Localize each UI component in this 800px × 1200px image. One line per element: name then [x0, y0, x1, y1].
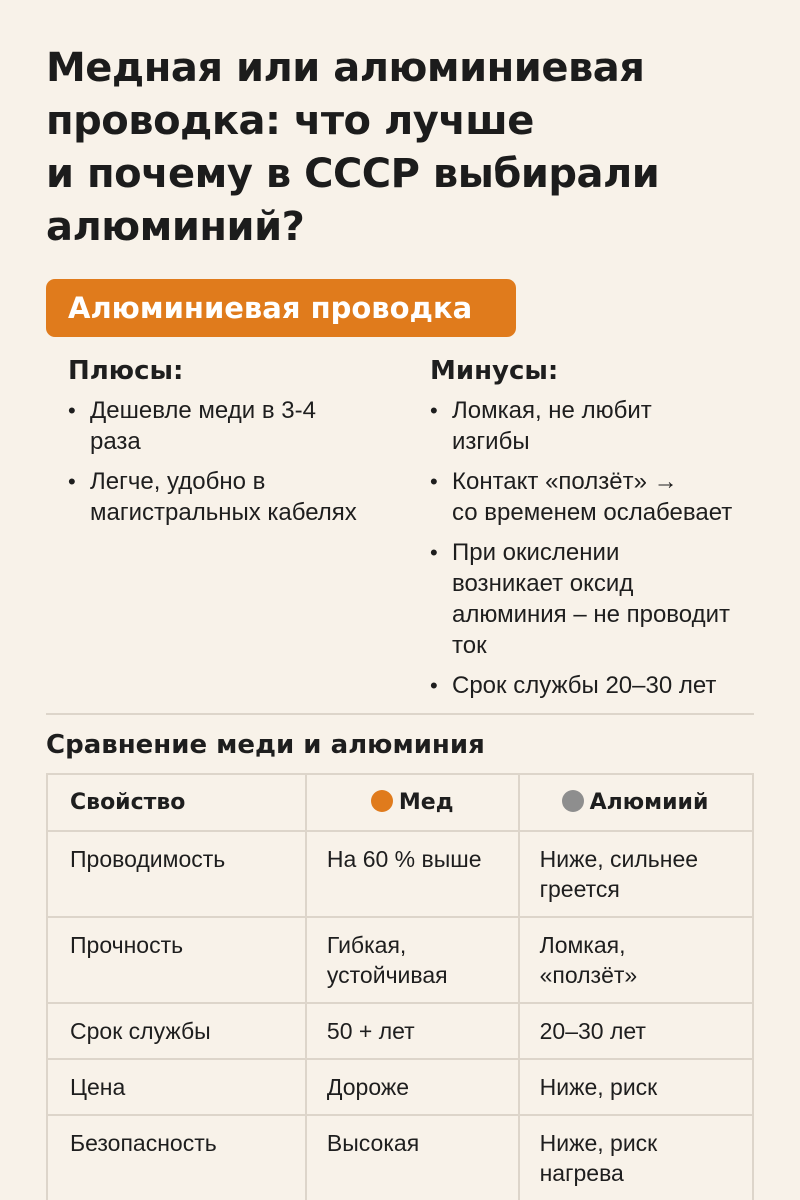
- list-item-text: При окислении: [452, 539, 620, 566]
- header-copper-label: Мед: [398, 790, 454, 815]
- table-row: [47, 917, 753, 1003]
- table-row: [47, 1003, 753, 1059]
- cell-text: Высокая: [326, 1130, 420, 1156]
- list-item: [430, 670, 790, 701]
- header-property: Свойство: [47, 774, 306, 831]
- title-line: алюминий?: [46, 204, 305, 250]
- list-item: [430, 395, 790, 457]
- list-item: [430, 537, 790, 661]
- cell-property: Цена: [47, 1059, 306, 1115]
- list-item: [430, 466, 790, 528]
- cell-text: Ломкая,: [539, 932, 626, 958]
- list-item-text: алюминия – не проводит: [452, 601, 730, 628]
- cell-text: Ниже, риск: [539, 1130, 658, 1156]
- list-item: [68, 466, 398, 528]
- list-item-text: возникает оксид: [452, 570, 634, 597]
- page-title: [46, 42, 766, 254]
- list-item-text: магистральных кабелях: [90, 499, 357, 526]
- pros-list: [68, 395, 398, 528]
- cell-aluminum: [519, 1115, 753, 1200]
- list-item-text: Срок службы 20–30 лет: [452, 672, 717, 699]
- cell-text: 50 + лет: [326, 1018, 415, 1044]
- cell-aluminum: [519, 917, 753, 1003]
- table-header-row: [47, 774, 753, 831]
- cons-heading: Минусы:: [430, 356, 559, 386]
- cell-copper: [306, 1115, 519, 1200]
- cell-text: На 60 % выше: [326, 846, 482, 872]
- header-aluminum: [519, 774, 753, 831]
- title-line: проводка: что лучше: [46, 98, 534, 144]
- cell-text: устойчивая: [326, 962, 448, 988]
- cell-aluminum: [519, 831, 753, 917]
- list-item-text: ток: [452, 632, 487, 659]
- list-item-text: Дешевле меди в 3-4: [90, 397, 316, 424]
- cell-property: Проводимость: [47, 831, 306, 917]
- cell-copper: [306, 831, 519, 917]
- cell-text: Гибкая,: [326, 932, 407, 958]
- bullet-icon: •: [430, 469, 438, 494]
- cell-copper: [306, 917, 519, 1003]
- title-line: Медная или алюминиевая: [46, 45, 645, 91]
- cell-text: нагрева: [539, 1160, 624, 1186]
- cell-aluminum: [519, 1059, 753, 1115]
- comparison-table: [46, 773, 754, 1200]
- section-divider: [46, 713, 754, 715]
- bullet-icon: •: [430, 673, 438, 698]
- cell-property: Срок службы: [47, 1003, 306, 1059]
- comparison-title: Сравнение меди и алюминия: [46, 730, 485, 760]
- table-row: [47, 831, 753, 917]
- cell-text: Дороже: [326, 1074, 410, 1100]
- bullet-icon: •: [68, 469, 76, 494]
- cell-text: 20–30 лет: [539, 1018, 646, 1044]
- header-aluminum-label: Алюмиий: [589, 790, 709, 815]
- cons-column: [430, 353, 790, 710]
- cell-property: Безопасность: [47, 1115, 306, 1200]
- list-item: [68, 395, 398, 457]
- list-item-text: Контакт «ползёт» →: [452, 468, 678, 495]
- aluminum-dot-icon: [562, 790, 584, 812]
- table-row: [47, 1115, 753, 1200]
- cell-text: греется: [539, 876, 620, 902]
- section-banner-aluminum-wiring: Алюминиевая проводка: [46, 279, 516, 337]
- pros-column: [68, 353, 398, 537]
- cell-property: Прочность: [47, 917, 306, 1003]
- table-row: [47, 1059, 753, 1115]
- bullet-icon: •: [430, 398, 438, 423]
- cell-text: Ниже, сильнее: [539, 846, 699, 872]
- pros-heading: Плюсы:: [68, 356, 184, 386]
- cell-text: Ниже, риск: [539, 1074, 658, 1100]
- cons-list: [430, 395, 790, 701]
- bullet-icon: •: [430, 540, 438, 565]
- cell-copper: [306, 1059, 519, 1115]
- list-item-text: раза: [90, 428, 141, 455]
- list-item-text: Легче, удобно в: [90, 468, 266, 495]
- list-item-text: изгибы: [452, 428, 530, 455]
- copper-dot-icon: [371, 790, 393, 812]
- bullet-icon: •: [68, 398, 76, 423]
- cell-copper: [306, 1003, 519, 1059]
- title-line: и почему в СССР выбирали: [46, 151, 660, 197]
- header-copper: [306, 774, 519, 831]
- list-item-text: Ломкая, не любит: [452, 397, 652, 424]
- cell-text: «ползёт»: [539, 962, 638, 988]
- list-item-text: со временем ослабевает: [452, 499, 733, 526]
- cell-aluminum: [519, 1003, 753, 1059]
